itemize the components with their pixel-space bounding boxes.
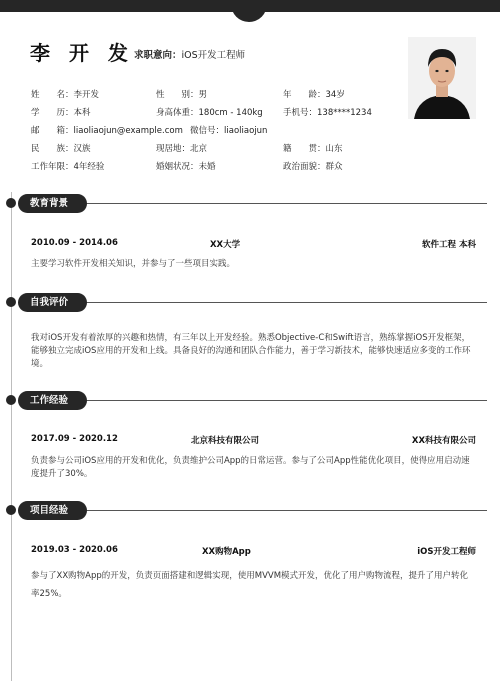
info-origin: 籍 贯：山东 (283, 144, 343, 154)
section-dot (6, 297, 16, 307)
section-dot (6, 505, 16, 515)
project-name: XX购物App (202, 547, 251, 557)
education-description: 主要学习软件开发相关知识，并参与了一些项目实践。 (31, 259, 236, 269)
section-divider (85, 203, 487, 204)
work-company: 北京科技有限公司 (191, 436, 260, 446)
education-major: 软件工程 本科 (422, 240, 476, 250)
info-height-weight: 身高体重：180cm - 140kg (156, 108, 263, 118)
job-intent (134, 47, 245, 61)
avatar-icon (408, 37, 476, 119)
timeline-line (11, 192, 12, 681)
candidate-name: 李 开 发 (30, 41, 134, 65)
job-intent-value: iOS开发工程师 (181, 50, 246, 61)
work-company-secondary: XX科技有限公司 (411, 436, 476, 446)
section-dot (6, 198, 16, 208)
info-education: 学 历：本科 (31, 108, 91, 118)
info-nation: 民 族：汉族 (31, 144, 91, 154)
profile-photo (408, 37, 476, 119)
project-period: 2019.03 - 2020.06 (31, 545, 118, 555)
info-residence: 现居地：北京 (156, 144, 208, 154)
top-notch (231, 0, 267, 22)
self-evaluation-description: 我对iOS开发有着浓厚的兴趣和热情，有三年以上开发经验。熟悉Objective-C和Swift语言，熟练掌握iOS开发框架，能够独立完成iOS应用的开发和上线。具备良好的沟通和团队合作能力，善于学习新技术，能够快速适应多变的工作环境。 (31, 333, 471, 369)
info-marital: 婚姻状况：未婚 (156, 162, 216, 172)
info-age: 年 龄：34岁 (283, 90, 345, 100)
info-work-years: 工作年限：4年经验 (31, 162, 105, 172)
info-name: 姓 名：李开发 (31, 90, 100, 100)
project-role: iOS开发工程师 (417, 547, 476, 557)
section-title-project: 项目经验 (18, 501, 87, 520)
education-school: XX大学 (210, 240, 241, 250)
section-title-self-evaluation: 自我评价 (18, 293, 87, 312)
job-intent-label: 求职意向： (134, 50, 182, 61)
project-description: 参与了XX购物App的开发，负责页面搭建和逻辑实现，使用MVVM模式开发，优化了用户购物流程，提升了用户转化率25%。 (31, 571, 469, 599)
info-gender: 性 别：男 (156, 90, 208, 100)
section-divider (85, 400, 487, 401)
education-period: 2010.09 - 2014.06 (31, 238, 118, 248)
work-description: 负责参与公司iOS应用的开发和优化，负责维护公司App的日常运营。参与了公司App性能优化项目，使得应用启动速度提升了30%。 (31, 456, 470, 479)
info-email: 邮 箱：liaoliaojun@example.com (31, 126, 183, 136)
section-dot (6, 395, 16, 405)
work-period: 2017.09 - 2020.12 (31, 434, 118, 444)
section-divider (85, 510, 487, 511)
section-divider (85, 302, 487, 303)
section-title-work: 工作经验 (18, 391, 87, 410)
section-title-education: 教育背景 (18, 194, 87, 213)
info-wechat: 微信号：liaoliaojun (190, 126, 268, 136)
info-phone: 手机号：138****1234 (283, 108, 372, 118)
info-political: 政治面貌：群众 (283, 162, 343, 172)
